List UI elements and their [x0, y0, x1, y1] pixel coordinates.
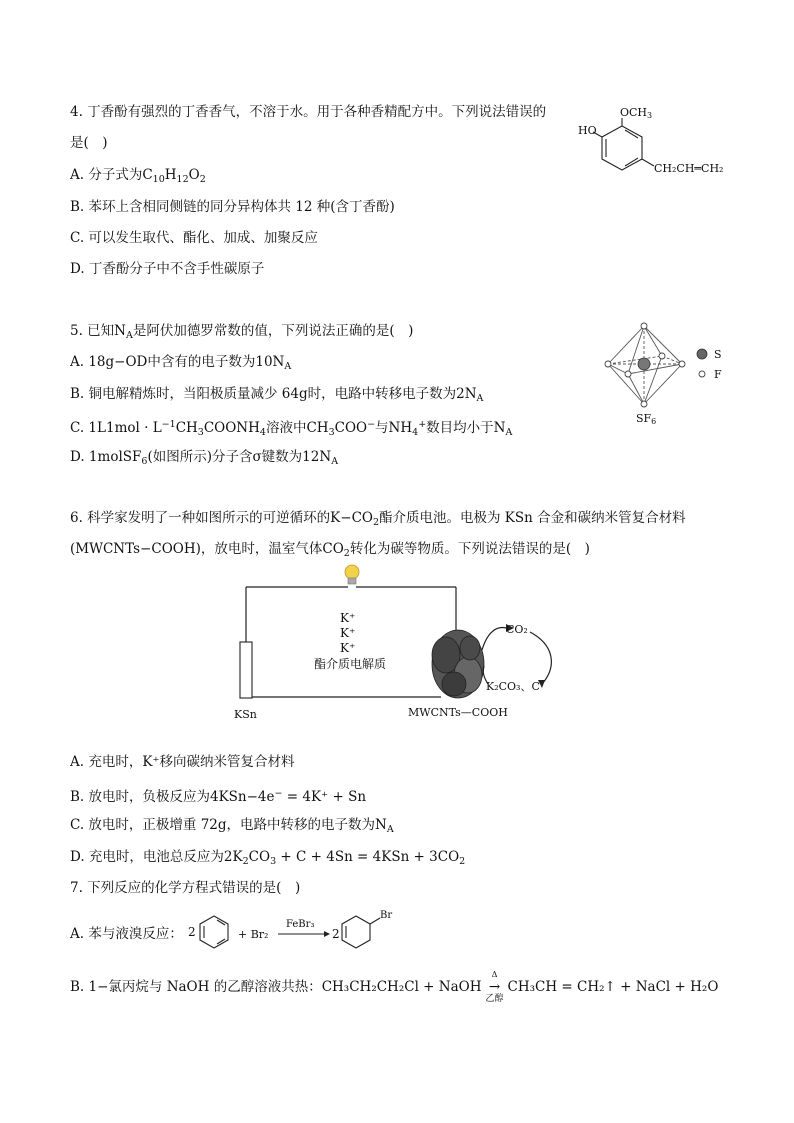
q6-stem-line2: (MWCNTs−COOH)，放电时，温室气体$CO_2$转化为碳等物质。下列说法错误的是( ): [70, 541, 590, 559]
k-ion-2: K⁺: [340, 626, 356, 640]
q6-option-d: D. 充电时，电池总反应为$2K_2CO_3 + C + 4Sn = 4KSn + 3CO_2$: [70, 849, 466, 867]
k-co2-battery-diagram: [226, 560, 566, 732]
eugenol-structure: [576, 104, 736, 188]
coef-left: 2: [188, 925, 196, 939]
benzene-bromination-equation: [184, 906, 404, 960]
q5-option-c: C. $1L1mol \cdot L^{-1}CH_3COONH_4$溶液中$CH_3COO^-$与$NH_4^+$数目均小于$N_A$: [70, 419, 513, 438]
sf6-caption: SF6: [636, 412, 657, 426]
allyl-chain-label: CH₂CH═CH₂: [654, 162, 724, 175]
q5-option-b: B. 铜电解精炼时，当阳极质量减少 64g时，电路中转移电子数为$2N_A$: [70, 386, 484, 404]
q5-stem: 5. 已知$N_A$是阿伏加德罗常数的值，下列说法正确的是( ): [70, 323, 414, 341]
mwcnt-electrode: [432, 630, 484, 698]
q6-option-a: A. 充电时，K⁺移向碳纳米管复合材料: [70, 754, 295, 770]
coef-right: 2: [332, 927, 340, 941]
q4-option-c: C. 可以发生取代、酯化、加成、加聚反应: [70, 230, 318, 246]
och3-label: OCH3: [620, 106, 653, 120]
q4-option-b: B. 苯环上含相同侧链的同分异构体共 12 种(含丁香酚): [70, 199, 395, 215]
ksn-electrode: [240, 642, 252, 698]
q6-stem-line1: 6. 科学家发明了一种如图所示的可逆循环的$K-CO_2$酯介质电池。电极为 KSn 合金和碳纳米管复合材料: [70, 510, 686, 528]
ethanol-solvent: 乙醇: [485, 994, 504, 1004]
k-ion-3: K⁺: [340, 641, 356, 655]
q4-stem-line2: 是( ): [70, 135, 108, 151]
k-ion-1: K⁺: [340, 611, 356, 625]
mwcnt-label: MWCNTs—COOH: [408, 706, 508, 719]
sf6-octahedron: [598, 318, 728, 432]
legend-s: S: [714, 348, 722, 361]
light-bulb-icon: [345, 565, 359, 584]
catalyst-label: FeBr₃: [286, 919, 315, 930]
benzene-ring: [200, 916, 228, 948]
q7-option-a-label: A. 苯与液溴反应：: [70, 926, 183, 942]
ho-label: HO: [578, 124, 597, 137]
sulfur-legend-dot: [697, 349, 707, 359]
q4-option-d: D. 丁香酚分子中不含手性碳原子: [70, 261, 265, 277]
q7-stem: 7. 下列反应的化学方程式错误的是( ): [70, 880, 301, 896]
fluorine-legend-dot: [699, 371, 705, 377]
q4-stem-line1: 4. 丁香酚有强烈的丁香香气，不溶于水。用于各种香精配方中。下列说法错误的: [70, 104, 547, 120]
electrolyte-label: 酯介质电解质: [314, 657, 387, 671]
q5-option-d: D. 1molSF$_6$(如图所示)分子含σ键数为$12N_A$: [70, 449, 339, 467]
q7-option-b: B. 1−氯丙烷与 NaOH 的乙醇溶液共热：CH₃CH₂CH₂Cl + NaOH Δ → 乙醇 CH₃CH = CH₂↑ + NaCl + H₂O: [70, 978, 718, 996]
co2-label: CO₂: [506, 623, 528, 636]
ksn-label: KSn: [234, 708, 257, 721]
bromobenzene-ring: [342, 916, 380, 948]
br-label: Br: [380, 910, 393, 921]
q5-option-a: A. 18g−OD中含有的电子数为$10N_A$: [70, 354, 292, 372]
products-label: K₂CO₃、C: [486, 680, 540, 693]
q6-option-c: C. 放电时，正极增重 72g，电路中转移的电子数为$N_A$: [70, 817, 394, 835]
q6-option-b: B. 放电时，负极反应为4KSn−4e− = 4K⁺ + Sn: [70, 788, 367, 805]
heat-symbol: Δ: [491, 970, 498, 979]
q4-option-a: A. 分子式为$C_{10}H_{12}O_2$: [70, 167, 206, 185]
plus-br2: + Br₂: [238, 928, 269, 941]
legend-f: F: [714, 368, 722, 381]
